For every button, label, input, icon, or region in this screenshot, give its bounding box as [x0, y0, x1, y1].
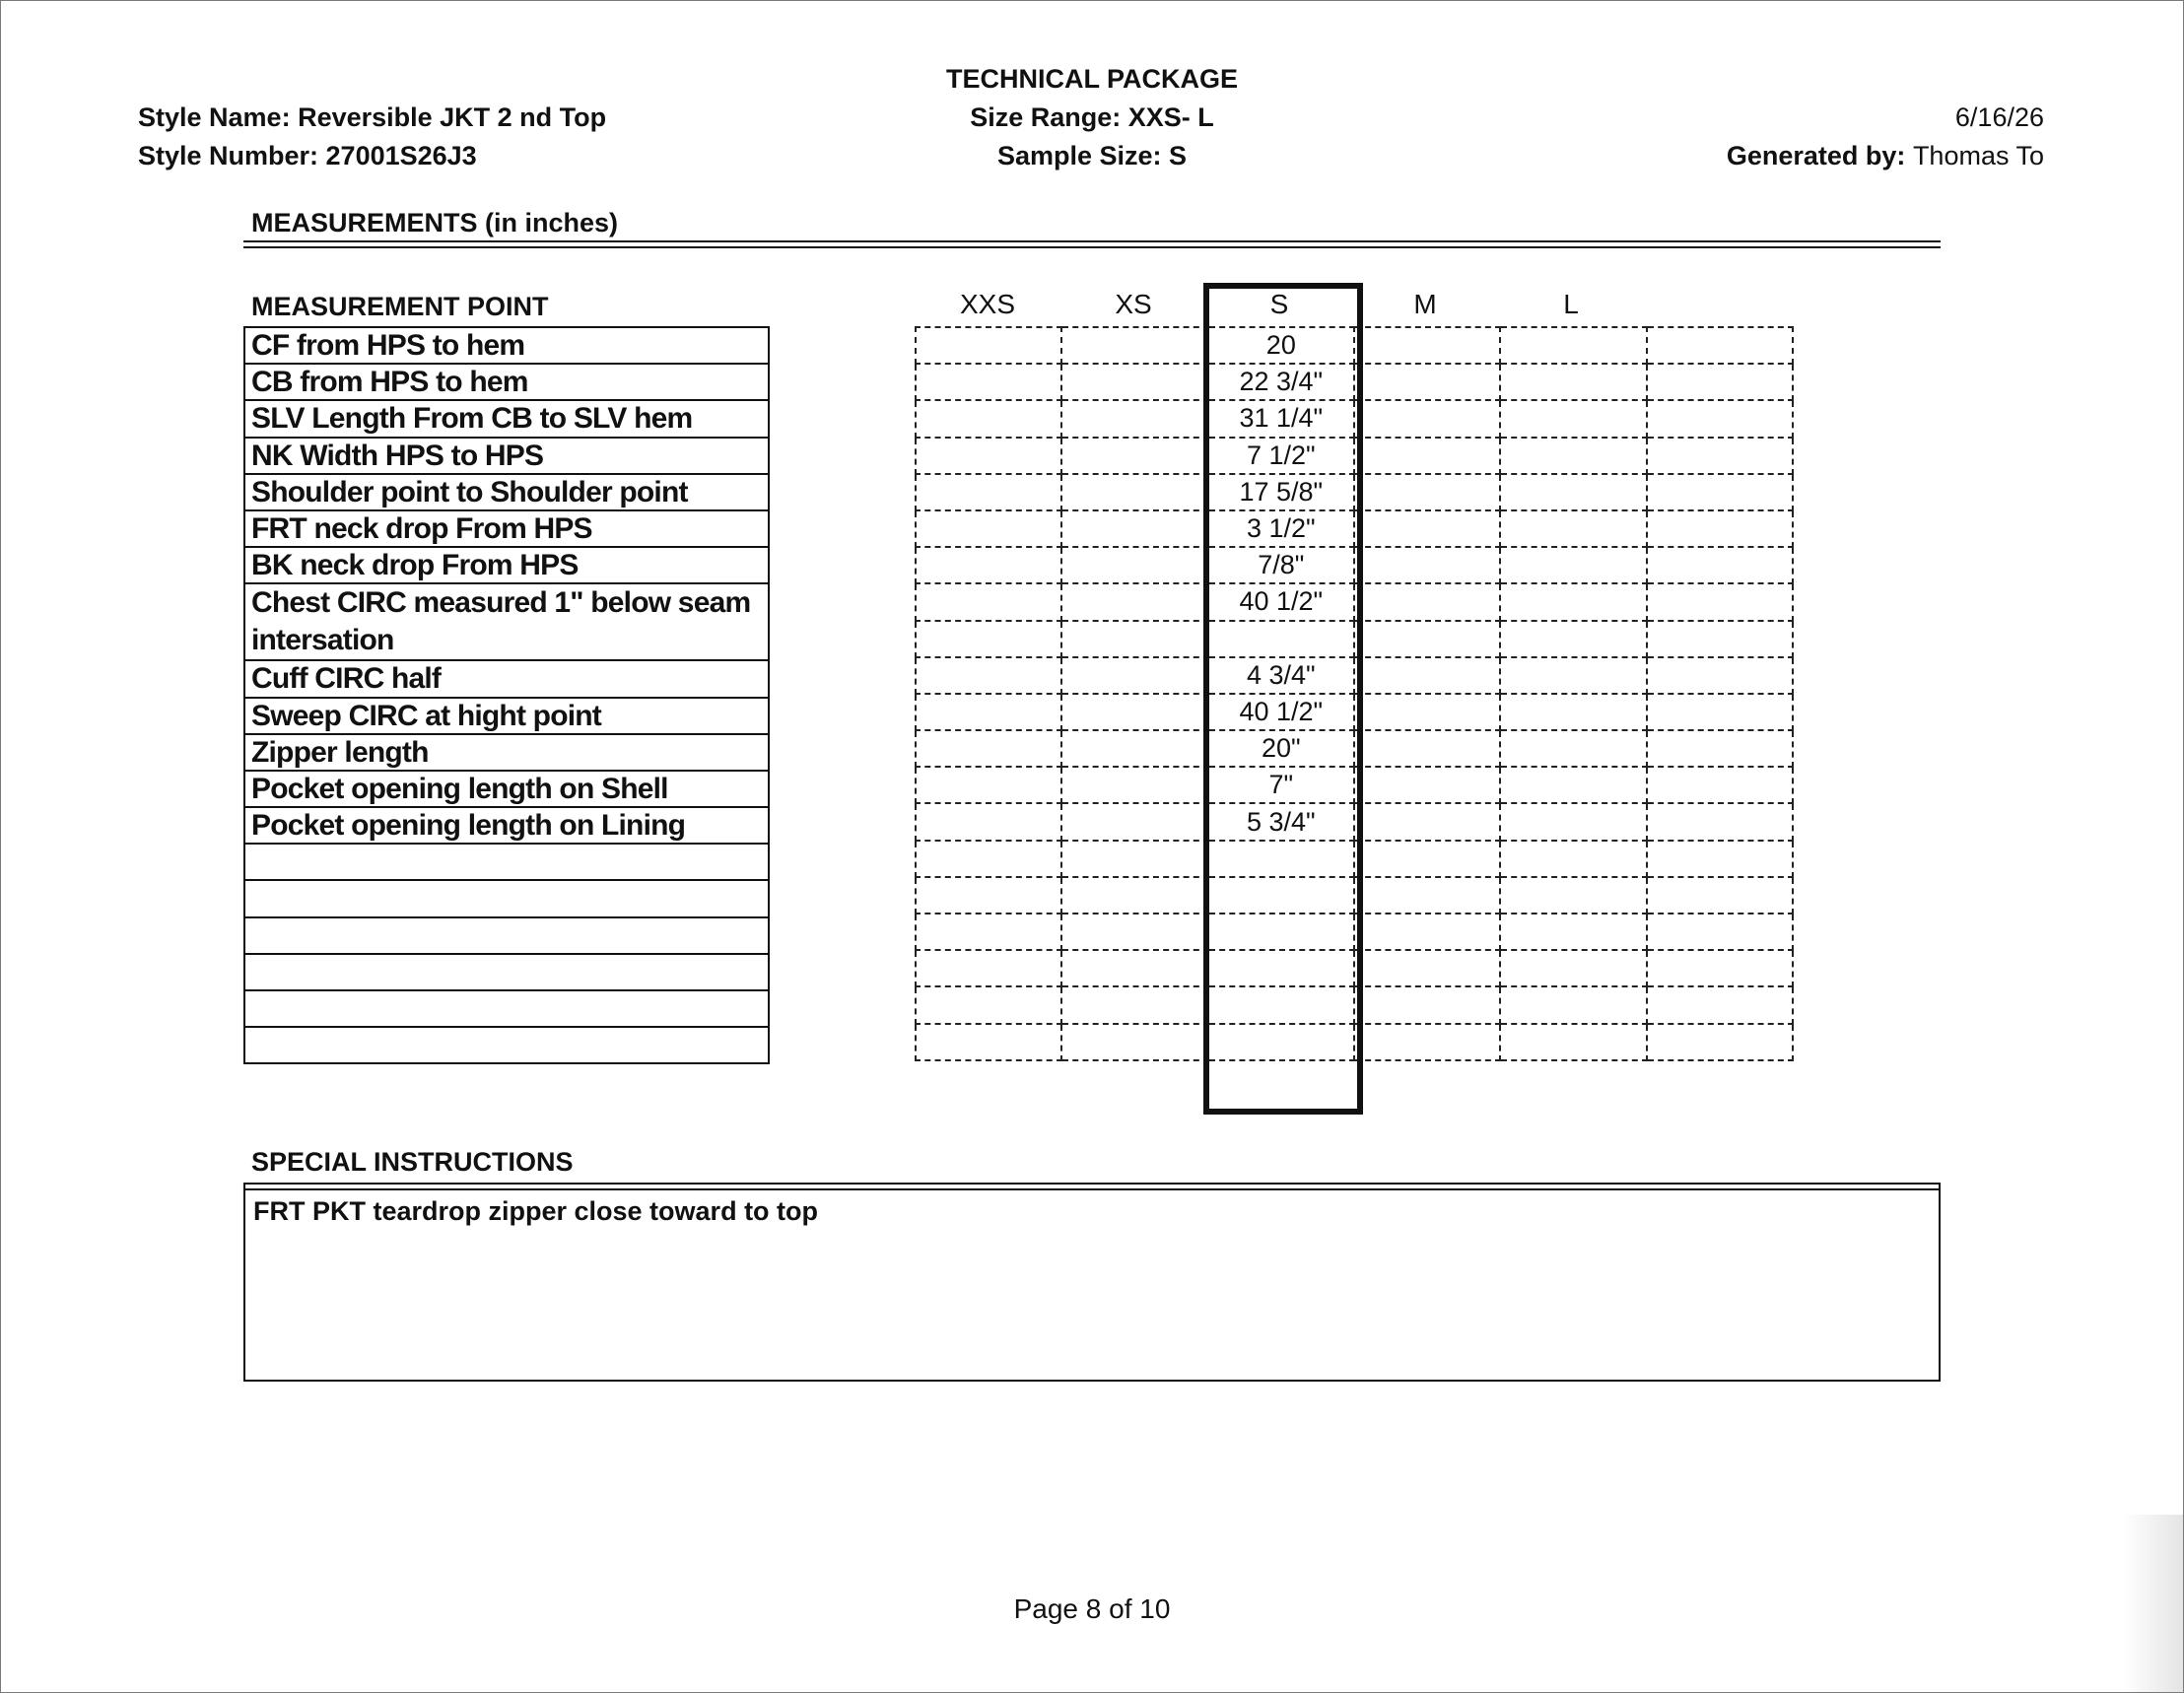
empty-cell: [244, 954, 769, 990]
grid-cell: [1354, 914, 1500, 950]
measurement-point: NK Width HPS to HPS: [244, 438, 769, 474]
grid-cell: [916, 841, 1061, 877]
table-row: [244, 660, 769, 697]
grid-cell: [1061, 803, 1207, 840]
grid-cell: [1500, 510, 1646, 547]
generated-by-label: Generated by:: [1726, 141, 1906, 170]
grid-cell: [916, 767, 1061, 803]
grid-cell: [1061, 621, 1207, 657]
special-instructions-box: [243, 1183, 1941, 1382]
measurement-point: SLV Length From CB to SLV hem: [244, 400, 769, 437]
table-row: [244, 510, 769, 547]
grid-cell: [1500, 621, 1646, 657]
measurement-point-header: MEASUREMENT POINT: [251, 292, 549, 321]
table-row: [244, 917, 769, 954]
grid-row: [916, 694, 1793, 730]
size-s-value: 7 1/2": [1208, 438, 1354, 474]
grid-cell: [1500, 583, 1646, 620]
grid-cell: [1354, 364, 1500, 400]
grid-row: [916, 841, 1793, 877]
grid-row: [916, 986, 1793, 1023]
grid-cell: [1647, 547, 1793, 583]
grid-cell: [1647, 730, 1793, 767]
grid-cell: [1647, 914, 1793, 950]
grid-row: [916, 621, 1793, 657]
grid-cell: [1061, 657, 1207, 694]
grid-cell: [1500, 841, 1646, 877]
size-header-m: M: [1413, 289, 1437, 319]
measurement-point: FRT neck drop From HPS: [244, 510, 769, 547]
size-s-value: 20: [1208, 327, 1354, 364]
table-row: [244, 583, 769, 660]
empty-cell: [244, 880, 769, 916]
grid-cell: [916, 438, 1061, 474]
grid-cell: [1354, 877, 1500, 914]
grid-cell: [1500, 767, 1646, 803]
size-s-value: 40 1/2": [1208, 694, 1354, 730]
grid-cell: [1354, 510, 1500, 547]
grid-cell: [916, 950, 1061, 986]
table-row: [244, 990, 769, 1027]
grid-row: [916, 438, 1793, 474]
size-s-value: 20": [1208, 730, 1354, 767]
grid-row: [916, 474, 1793, 510]
grid-cell: [916, 694, 1061, 730]
page-number: Page 8 of 10: [1013, 1593, 1171, 1624]
style-number: Style Number: 27001S26J3: [138, 141, 477, 170]
grid-cell: [1647, 1024, 1793, 1060]
grid-row: [916, 767, 1793, 803]
table-row: [244, 438, 769, 474]
grid-cell: [1208, 986, 1354, 1023]
measurement-point: Sweep CIRC at hight point: [244, 698, 769, 734]
grid-cell: [1208, 914, 1354, 950]
grid-cell: [1500, 474, 1646, 510]
grid-cell: [1208, 621, 1354, 657]
grid-cell: [916, 803, 1061, 840]
sample-size: Sample Size: S: [996, 141, 1188, 170]
grid-cell: [1647, 950, 1793, 986]
grid-cell: [1647, 583, 1793, 620]
grid-cell: [1647, 803, 1793, 840]
table-row: [244, 844, 769, 880]
grid-cell: [1208, 950, 1354, 986]
grid-cell: [1061, 510, 1207, 547]
grid-cell: [916, 547, 1061, 583]
measurement-point: Pocket opening length on Shell: [244, 771, 769, 807]
measurement-point: Cuff CIRC half: [244, 660, 769, 697]
special-instructions-text: FRT PKT teardrop zipper close toward to top: [253, 1196, 819, 1226]
table-row: [244, 364, 769, 400]
size-s-value: 7": [1208, 767, 1354, 803]
table-row: [244, 954, 769, 990]
grid-cell: [1061, 841, 1207, 877]
empty-cell: [244, 844, 769, 880]
size-s-value: 3 1/2": [1208, 510, 1354, 547]
grid-row: [916, 583, 1793, 620]
grid-cell: [1500, 730, 1646, 767]
measurement-point: CF from HPS to hem: [244, 327, 769, 364]
grid-cell: [1647, 621, 1793, 657]
grid-cell: [916, 657, 1061, 694]
grid-cell: [1647, 510, 1793, 547]
grid-cell: [916, 730, 1061, 767]
grid-row: [916, 803, 1793, 840]
grid-cell: [1647, 400, 1793, 437]
grid-cell: [1061, 877, 1207, 914]
table-row: [244, 400, 769, 437]
grid-cell: [1061, 1024, 1207, 1060]
grid-cell: [1354, 841, 1500, 877]
grid-cell: [1061, 914, 1207, 950]
grid-cell: [1647, 767, 1793, 803]
measurements-title: MEASUREMENTS (in inches): [251, 208, 619, 237]
measurement-point: Shoulder point to Shoulder point: [244, 474, 769, 510]
measurement-point: CB from HPS to hem: [244, 364, 769, 400]
measurement-point: Chest CIRC measured 1" below seam intersation: [244, 583, 769, 660]
grid-cell: [916, 400, 1061, 437]
table-row: [244, 547, 769, 583]
size-header-xxs: XXS: [959, 289, 1016, 319]
empty-cell: [244, 990, 769, 1027]
grid-cell: [1354, 547, 1500, 583]
empty-cell: [244, 1027, 769, 1063]
grid-cell: [916, 327, 1061, 364]
grid-cell: [1500, 950, 1646, 986]
size-s-value: 22 3/4": [1208, 364, 1354, 400]
grid-cell: [1500, 438, 1646, 474]
grid-cell: [916, 914, 1061, 950]
table-row: [244, 807, 769, 844]
grid-cell: [1354, 621, 1500, 657]
grid-cell: [1500, 986, 1646, 1023]
grid-cell: [1500, 657, 1646, 694]
grid-cell: [916, 877, 1061, 914]
grid-cell: [1061, 986, 1207, 1023]
grid-cell: [1354, 438, 1500, 474]
grid-cell: [1354, 583, 1500, 620]
grid-cell: [1061, 767, 1207, 803]
grid-row: [916, 657, 1793, 694]
size-header-xs: XS: [1115, 289, 1152, 319]
size-range: Size Range: XXS- L: [970, 102, 1214, 132]
grid-cell: [1647, 877, 1793, 914]
grid-cell: [1354, 474, 1500, 510]
grid-cell: [1647, 438, 1793, 474]
size-header-l: L: [1563, 289, 1579, 319]
grid-cell: [916, 1024, 1061, 1060]
grid-row: [916, 914, 1793, 950]
grid-cell: [1647, 841, 1793, 877]
grid-cell: [1354, 986, 1500, 1023]
grid-cell: [1500, 803, 1646, 840]
grid-cell: [1061, 694, 1207, 730]
grid-cell: [1354, 1024, 1500, 1060]
grid-cell: [1354, 767, 1500, 803]
grid-cell: [1500, 400, 1646, 437]
special-instructions-title: SPECIAL INSTRUCTIONS: [251, 1147, 574, 1177]
grid-row: [916, 364, 1793, 400]
section-divider-top: [243, 240, 1941, 242]
grid-cell: [916, 510, 1061, 547]
measurement-points-table: [243, 326, 770, 1064]
grid-row: [916, 400, 1793, 437]
grid-cell: [1647, 364, 1793, 400]
generated-by: [1727, 141, 2044, 171]
size-s-value: 17 5/8": [1208, 474, 1354, 510]
grid-cell: [1354, 803, 1500, 840]
grid-row: [916, 547, 1793, 583]
grid-cell: [1061, 950, 1207, 986]
section-divider-bottom: [243, 246, 1941, 248]
grid-cell: [1500, 877, 1646, 914]
grid-cell: [1061, 583, 1207, 620]
grid-cell: [1647, 327, 1793, 364]
grid-cell: [1061, 364, 1207, 400]
table-row: [244, 734, 769, 771]
grid-cell: [1647, 694, 1793, 730]
measurement-point: BK neck drop From HPS: [244, 547, 769, 583]
style-name: Style Name: Reversible JKT 2 nd Top: [138, 102, 607, 132]
grid-cell: [1354, 657, 1500, 694]
page-edge-shadow: [2124, 1515, 2183, 1692]
grid-cell: [1647, 657, 1793, 694]
empty-cell: [244, 917, 769, 954]
size-header-s: S: [1269, 289, 1289, 319]
grid-cell: [1647, 986, 1793, 1023]
size-s-value: 40 1/2": [1208, 583, 1354, 620]
table-row: [244, 1027, 769, 1063]
size-values-grid: [915, 326, 1794, 1061]
grid-row: [916, 510, 1793, 547]
table-row: [244, 327, 769, 364]
grid-cell: [1500, 694, 1646, 730]
grid-cell: [1061, 400, 1207, 437]
grid-cell: [1208, 1024, 1354, 1060]
grid-cell: [1354, 730, 1500, 767]
table-row: [244, 771, 769, 807]
grid-cell: [1354, 950, 1500, 986]
grid-cell: [1208, 841, 1354, 877]
generated-by-name: Thomas To: [1912, 141, 2044, 170]
size-s-value: 31 1/4": [1208, 400, 1354, 437]
grid-cell: [1500, 547, 1646, 583]
grid-cell: [1061, 730, 1207, 767]
grid-row: [916, 877, 1793, 914]
grid-cell: [916, 474, 1061, 510]
grid-cell: [1061, 547, 1207, 583]
size-s-value: 4 3/4": [1208, 657, 1354, 694]
grid-cell: [1500, 1024, 1646, 1060]
grid-cell: [916, 583, 1061, 620]
grid-cell: [1500, 364, 1646, 400]
document-date: 6/16/26: [1954, 102, 2044, 132]
grid-cell: [916, 364, 1061, 400]
grid-row: [916, 730, 1793, 767]
grid-cell: [1354, 400, 1500, 437]
grid-cell: [1061, 438, 1207, 474]
size-s-value: 7/8": [1208, 547, 1354, 583]
grid-cell: [1354, 327, 1500, 364]
grid-cell: [916, 986, 1061, 1023]
measurement-point: Pocket opening length on Lining: [244, 807, 769, 844]
grid-cell: [1500, 327, 1646, 364]
page-title: TECHNICAL PACKAGE: [945, 64, 1239, 94]
grid-row: [916, 1024, 1793, 1060]
grid-cell: [1061, 327, 1207, 364]
size-s-value: 5 3/4": [1208, 803, 1354, 840]
grid-row: [916, 327, 1793, 364]
grid-cell: [1208, 877, 1354, 914]
grid-cell: [1061, 474, 1207, 510]
table-row: [244, 474, 769, 510]
grid-cell: [1500, 914, 1646, 950]
table-row: [244, 880, 769, 916]
grid-row: [916, 950, 1793, 986]
table-row: [244, 698, 769, 734]
measurement-point: Zipper length: [244, 734, 769, 771]
grid-cell: [1647, 474, 1793, 510]
grid-cell: [916, 621, 1061, 657]
grid-cell: [1354, 694, 1500, 730]
